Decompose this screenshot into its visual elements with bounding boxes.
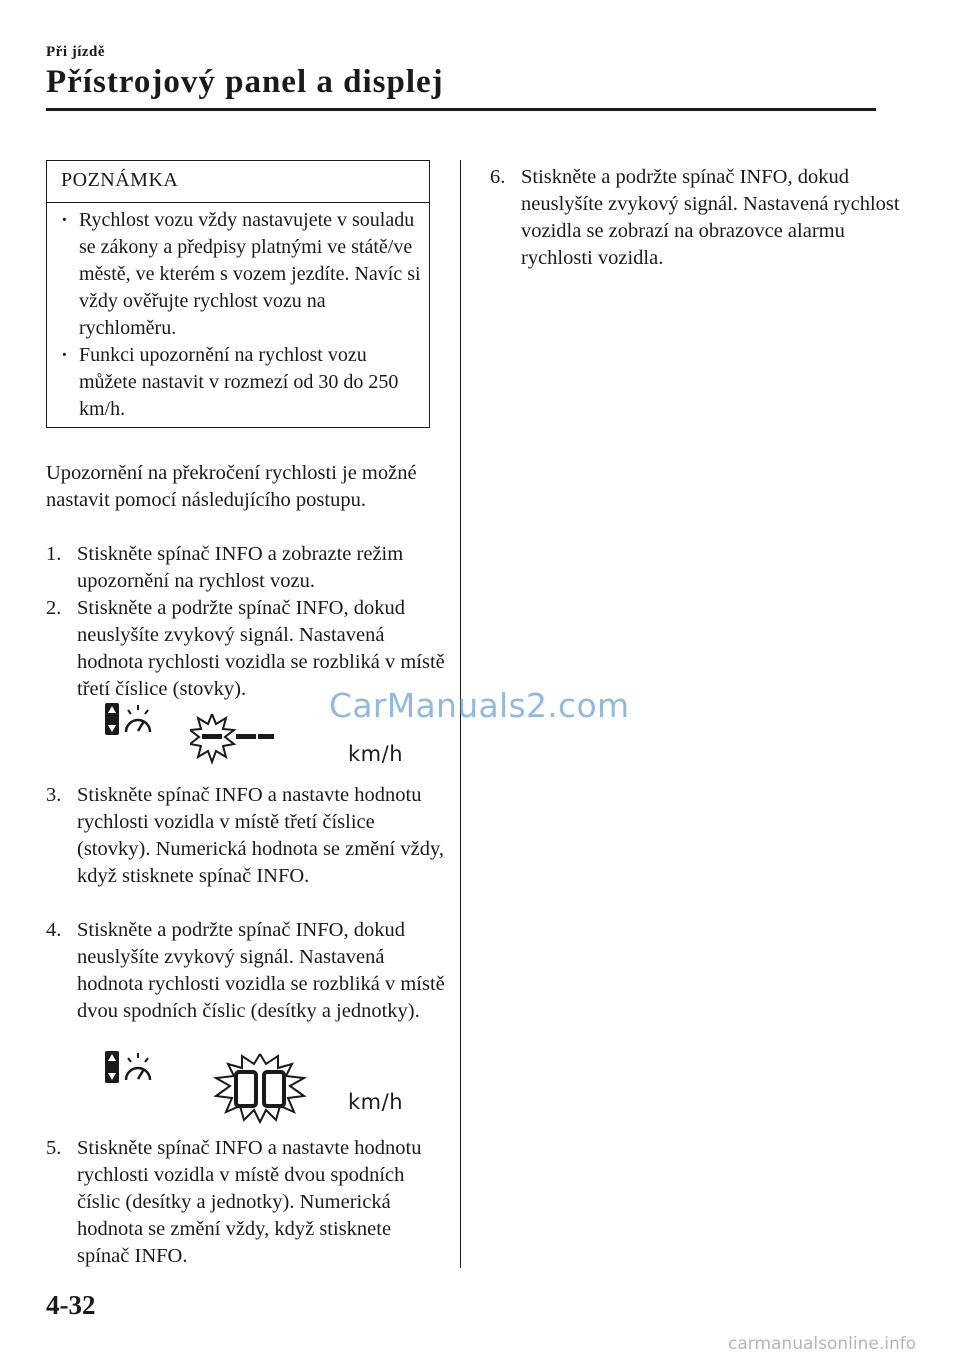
intro-paragraph: Upozornění na překročení rychlosti je možné nastavit pomocí následujícího postupu. — [46, 462, 417, 511]
note-list — [47, 203, 429, 423]
step-text: Stiskněte spínač INFO a zobrazte režim upozornění na rychlost vozu. — [77, 543, 404, 592]
step-number: 2. — [46, 597, 62, 619]
page-number: 4-32 — [46, 1290, 96, 1320]
footer-watermark: carmanualsonline.info — [728, 1334, 917, 1354]
speed-alarm-icon — [104, 1050, 156, 1086]
note-heading: POZNÁMKA — [47, 161, 429, 203]
step-text: Stiskněte spínač INFO a nastavte hodnotu rychlosti vozidla v místě třetí číslice (stovky). Numerická hodnota se změní vždy, když stisknete spínač INFO. — [77, 784, 444, 887]
watermark: CarManuals2.com — [329, 686, 630, 725]
page-title: Přístrojový panel a displej — [46, 64, 444, 100]
step-number: 6. — [490, 166, 506, 188]
step-number: 4. — [46, 919, 62, 941]
blink-burst-icon — [212, 1052, 308, 1124]
speed-alarm-icon — [104, 702, 156, 738]
step-text: Stiskněte a podržte spínač INFO, dokud neuslyšíte zvykový signál. Nastavená hodnota rychlosti vozidla se rozbliká v místě dvou spodních číslic (desítky a jednotky). — [77, 919, 445, 1022]
running-head: Při jízdě — [46, 44, 106, 60]
note-box — [46, 160, 430, 428]
note-item: · Rychlost vozu vždy nastavujete v souladu se zákony a předpisy platnými ve státě/ve městě, ve kterém s vozem jezdíte. Navíc si vždy ověřujte rychlost vozu na rychloměru. — [59, 207, 423, 342]
unit-label: km/h — [348, 1090, 404, 1114]
note-item: · Funkci upozornění na rychlost vozu můžete nastavit v rozmezí od 30 do 250 km/h. — [59, 342, 423, 423]
step-text: Stiskněte a podržte spínač INFO, dokud neuslyšíte zvykový signál. Nastavená hodnota rychlosti vozidla se rozbliká v místě třetí číslice (stovky). — [77, 597, 445, 700]
step-number: 3. — [46, 784, 62, 806]
step-text: Stiskněte a podržte spínač INFO, dokud neuslyšíte zvykový signál. Nastavená rychlost vozidla se zobrazí na obrazovce alarmu rychlosti vozidla. — [521, 166, 900, 269]
title-rule — [46, 108, 876, 111]
blink-burst-icon — [190, 712, 280, 772]
step-number: 1. — [46, 543, 62, 565]
step-number: 5. — [46, 1137, 62, 1159]
unit-label: km/h — [348, 742, 404, 766]
step-text: Stiskněte spínač INFO a nastavte hodnotu rychlosti vozidla v místě dvou spodních číslic (desítky a jednotky). Numerická hodnota se změní vždy, když stisknete spínač INFO. — [77, 1137, 422, 1267]
